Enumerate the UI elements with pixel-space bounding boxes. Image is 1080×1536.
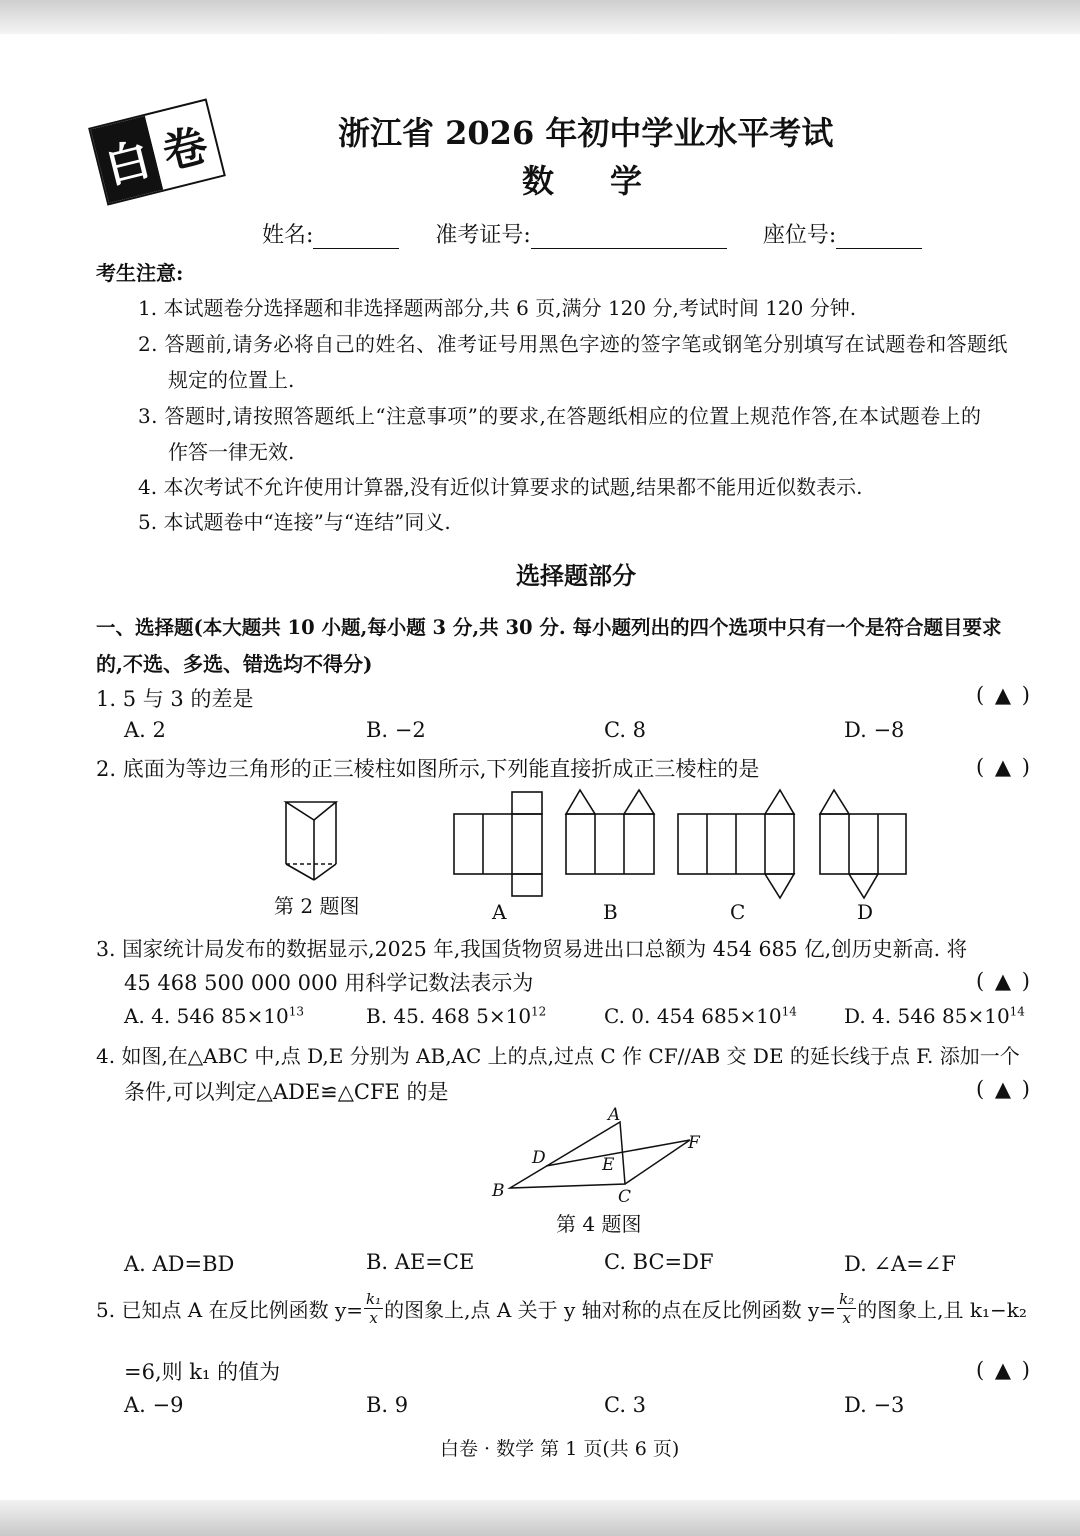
point-d-label: D xyxy=(532,1148,546,1168)
notice-item-3: 3. 答题时,请按照答题纸上“注意事项”的要求,在答题纸相应的位置上规范作答,在本试题卷上的 xyxy=(138,404,982,428)
exam-subject: 数学 xyxy=(522,162,699,200)
q5-stem-cont: =6,则 k₁ 的值为 xyxy=(124,1360,281,1384)
exam-no-label: 准考证号: xyxy=(435,223,531,248)
q4-option-b: B. AE=CE xyxy=(366,1250,475,1274)
net-a-figure xyxy=(454,792,542,896)
q1-option-d: D. −8 xyxy=(844,718,905,742)
q4-stem-cont: 条件,可以判定△ADE≌△CFE 的是 xyxy=(124,1080,449,1104)
q1-stem: 1. 5 与 3 的差是 xyxy=(96,687,254,711)
notice-item-2: 2. 答题前,请务必将自己的姓名、准考证号用黑色字迹的签字笔或钢笔分别填写在试题卷和答题纸 xyxy=(138,332,1008,356)
q4-stem: 4. 如图,在△ABC 中,点 D,E 分别为 AB,AC 上的点,过点 C 作 CF//AB 交 DE 的延长线于点 F. 添加一个 xyxy=(96,1044,1020,1068)
exam-title: 浙江省 2026 年初中学业水平考试 xyxy=(338,114,834,152)
q5-fraction-1: $\frac{\text{k₁}}{x}$ xyxy=(366,1290,382,1327)
q3-option-c: C. 0. 454 $685\times 10^{14}$ xyxy=(604,1004,797,1028)
q3-option-d: D. 4. 546 $85\times 10^{14}$ xyxy=(844,1004,1025,1028)
name-blank[interactable] xyxy=(313,228,399,249)
q2-answer-slot[interactable]: ( ▲ ) xyxy=(976,755,1032,779)
q1-option-b: B. −2 xyxy=(366,718,426,742)
q5-option-a: A. −9 xyxy=(124,1393,184,1417)
notice-item-2-cont: 规定的位置上. xyxy=(168,368,295,392)
q2-label-d: D xyxy=(857,900,874,924)
scan-edge-top xyxy=(0,0,1080,34)
q3-stem: 3. 国家统计局发布的数据显示,2025 年,我国货物贸易进出口总额为 454 685 亿,创历史新高. 将 xyxy=(96,937,968,961)
section-title: 选择题部分 xyxy=(516,561,636,590)
candidate-fields xyxy=(262,218,922,249)
badge-right: 卷 xyxy=(145,101,224,190)
badge-left: 白 xyxy=(91,116,164,203)
q3-answer-slot[interactable]: ( ▲ ) xyxy=(976,969,1032,993)
q5-stem: 5. 已知点 A 在反比例函数 y= $\frac{\text{k₁}}{x}$ 的图象上,点 A 关于 y 轴对称的点在反比例函数 y= $\frac{\text{k₂}}{x}$ 的图象上,且 k₁−k₂ xyxy=(96,1290,1027,1327)
notice-item-3-cont: 作答一律无效. xyxy=(168,440,295,464)
page-footer: 白卷 · 数学 第 1 页(共 6 页) xyxy=(440,1438,680,1460)
part1-instruction-cont: 的,不选、多选、错选均不得分) xyxy=(96,652,373,676)
net-d-figure xyxy=(820,790,906,898)
notice-heading: 考生注意: xyxy=(96,261,184,285)
q4-caption: 第 4 题图 xyxy=(556,1212,642,1236)
seat-blank[interactable] xyxy=(836,228,922,249)
q4-option-a: A. AD=BD xyxy=(124,1252,235,1276)
q4-option-d: D. ∠A=∠F xyxy=(844,1252,956,1276)
q1-answer-slot[interactable]: ( ▲ ) xyxy=(976,683,1032,707)
seat-label: 座位号: xyxy=(762,223,837,248)
q4-answer-slot[interactable]: ( ▲ ) xyxy=(976,1077,1032,1101)
q2-label-b: B xyxy=(603,900,618,924)
q4-figure xyxy=(480,1102,720,1206)
point-b-label: B xyxy=(492,1181,505,1201)
q1-option-a: A. 2 xyxy=(124,718,166,742)
notice-item-1: 1. 本试题卷分选择题和非选择题两部分,共 6 页,满分 120 分,考试时间 120 分钟. xyxy=(138,296,857,320)
q2-label-c: C xyxy=(730,900,746,924)
q5-option-d: D. −3 xyxy=(844,1393,905,1417)
q3-option-a: A. 4. 546 $85\times 10^{13}$ xyxy=(124,1004,305,1028)
q5-fraction-2: $\frac{\text{k₂}}{x}$ xyxy=(839,1290,855,1327)
paper-badge xyxy=(88,98,226,205)
point-e-label: E xyxy=(602,1155,615,1175)
q5-option-b: B. 9 xyxy=(366,1393,409,1417)
notice-item-5: 5. 本试题卷中“连接”与“连结”同义. xyxy=(138,510,451,534)
q1-option-c: C. 8 xyxy=(604,718,647,742)
q5-option-c: C. 3 xyxy=(604,1393,647,1417)
exam-no-blank[interactable] xyxy=(531,228,727,249)
net-c-figure xyxy=(678,790,794,898)
point-c-label: C xyxy=(618,1187,632,1206)
prism-figure xyxy=(286,802,336,880)
point-a-label: A xyxy=(608,1105,621,1125)
q2-figures xyxy=(270,784,920,924)
point-f-label: F xyxy=(688,1133,700,1153)
net-b-figure xyxy=(566,790,654,874)
notice-item-4: 4. 本次考试不允许使用计算器,没有近似计算要求的试题,结果都不能用近似数表示. xyxy=(138,475,863,499)
scan-edge-bottom xyxy=(0,1500,1080,1536)
q3-stem-cont: 45 468 500 000 000 用科学记数法表示为 xyxy=(124,971,534,995)
q5-answer-slot[interactable]: ( ▲ ) xyxy=(976,1358,1032,1382)
q3-option-b: B. 45. 468 $5\times 10^{12}$ xyxy=(366,1004,547,1028)
q2-label-a: A xyxy=(492,900,507,924)
q2-stem: 2. 底面为等边三角形的正三棱柱如图所示,下列能直接折成正三棱柱的是 xyxy=(96,757,760,781)
name-label: 姓名: xyxy=(262,223,314,248)
q4-option-c: C. BC=DF xyxy=(604,1250,714,1274)
q2-caption: 第 2 题图 xyxy=(274,894,360,918)
part1-instruction: 一、选择题(本大题共 10 小题,每小题 3 分,共 30 分. 每小题列出的四个选项中只有一个是符合题目要求 xyxy=(96,616,1002,639)
